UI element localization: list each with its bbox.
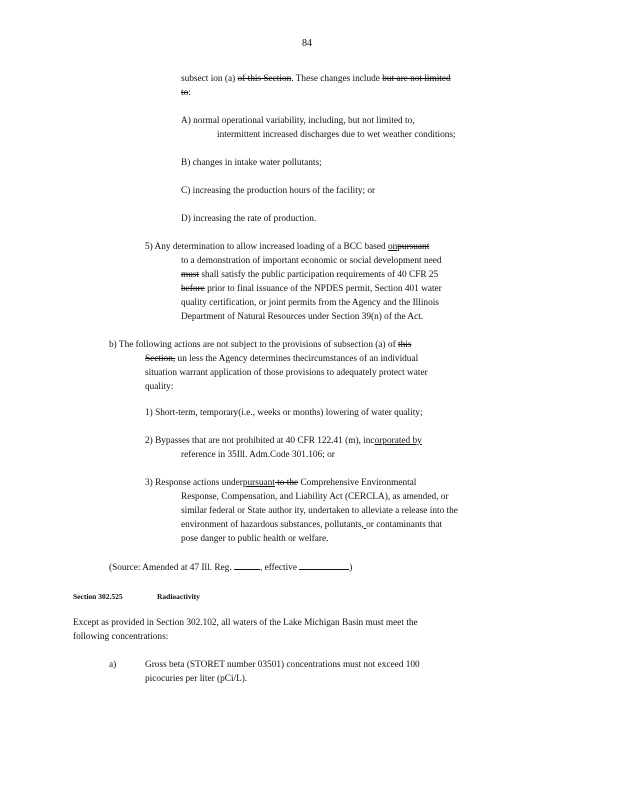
item-A-line-2: intermittent increased discharges due to wet weather conditions; — [217, 130, 456, 140]
item-B: B) changes in intake water pollutants; — [181, 158, 322, 168]
item-5-line-4: before prior to final issuance of the NPDES permit, Section 401 water — [181, 284, 442, 294]
intro-line-2: to: — [181, 88, 191, 98]
item-A-line-1: A) normal operational variability, including, but not limited to, — [181, 116, 415, 126]
item-b2-line-2: reference in 35Ill. Adm.Code 301.106; or — [181, 450, 335, 460]
item-a-line-2: picocuries per liter (pCi/L). — [145, 674, 248, 684]
item-b-line-4: quality: — [145, 382, 174, 392]
item-5-line-5: quality certification, or joint permits from the Agency and the Illinois — [181, 298, 439, 308]
item-b3-line-4: environment of hazardous substances, pollutants, or contaminants that — [181, 520, 443, 530]
item-b-line-1: b) The following actions are not subject to the provisions of subsection (a) of this — [109, 340, 412, 350]
page-number: 84 — [302, 38, 312, 49]
section-title: Radioactivity — [157, 592, 200, 601]
except-line-2: following concentrations: — [73, 632, 169, 642]
reg-blank — [234, 561, 260, 570]
item-b3-line-3: similar federal or State author ity, undertaken to alleviate a release into the — [181, 506, 458, 516]
item-b-line-3: situation warrant application of those provisions to adequately protect water — [145, 368, 428, 378]
item-b2-line-1: 2) Bypasses that are not prohibited at 40 CFR 122.41 (m), incorporated by — [145, 436, 422, 446]
effective-date-blank — [299, 561, 349, 570]
item-5-line-1: 5) Any determination to allow increased loading of a BCC based onpursuant — [145, 242, 430, 252]
item-a-line-1: Gross beta (STORET number 03501) concentrations must not exceed 100 — [145, 660, 420, 670]
item-b3-line-1: 3) Response actions underpursuant to the Comprehensive Environmental — [145, 478, 417, 488]
item-b3-line-5: pose danger to public health or welfare. — [181, 534, 329, 544]
intro-line-1: subsect ion (a) of this Section. These changes include but are not limited — [181, 74, 451, 84]
section-number: Section 302.525 — [73, 592, 123, 601]
item-b-line-2: Section, un less the Agency determines thecircumstances of an individual — [145, 354, 419, 364]
item-b3-line-2: Response, Compensation, and Liability Act (CERCLA), as amended, or — [181, 492, 449, 502]
source-note: (Source: Amended at 47 Ill. Reg. , effective ) — [109, 563, 353, 573]
item-5-line-6: Department of Natural Resources under Section 39(n) of the Act. — [181, 312, 424, 322]
item-a-label: a) — [109, 660, 117, 670]
item-C: C) increasing the production hours of the facility; or — [181, 186, 376, 196]
except-line-1: Except as provided in Section 302.102, all waters of the Lake Michigan Basin must meet the — [73, 618, 418, 628]
item-5-line-2: to a demonstration of important economic or social development need — [181, 256, 442, 266]
item-5-line-3: must shall satisfy the public participation requirements of 40 CFR 25 — [181, 270, 439, 280]
item-D: D) increasing the rate of production. — [181, 214, 317, 224]
item-b1: 1) Short-term, temporary(i.e., weeks or months) lowering of water quality; — [145, 408, 423, 418]
